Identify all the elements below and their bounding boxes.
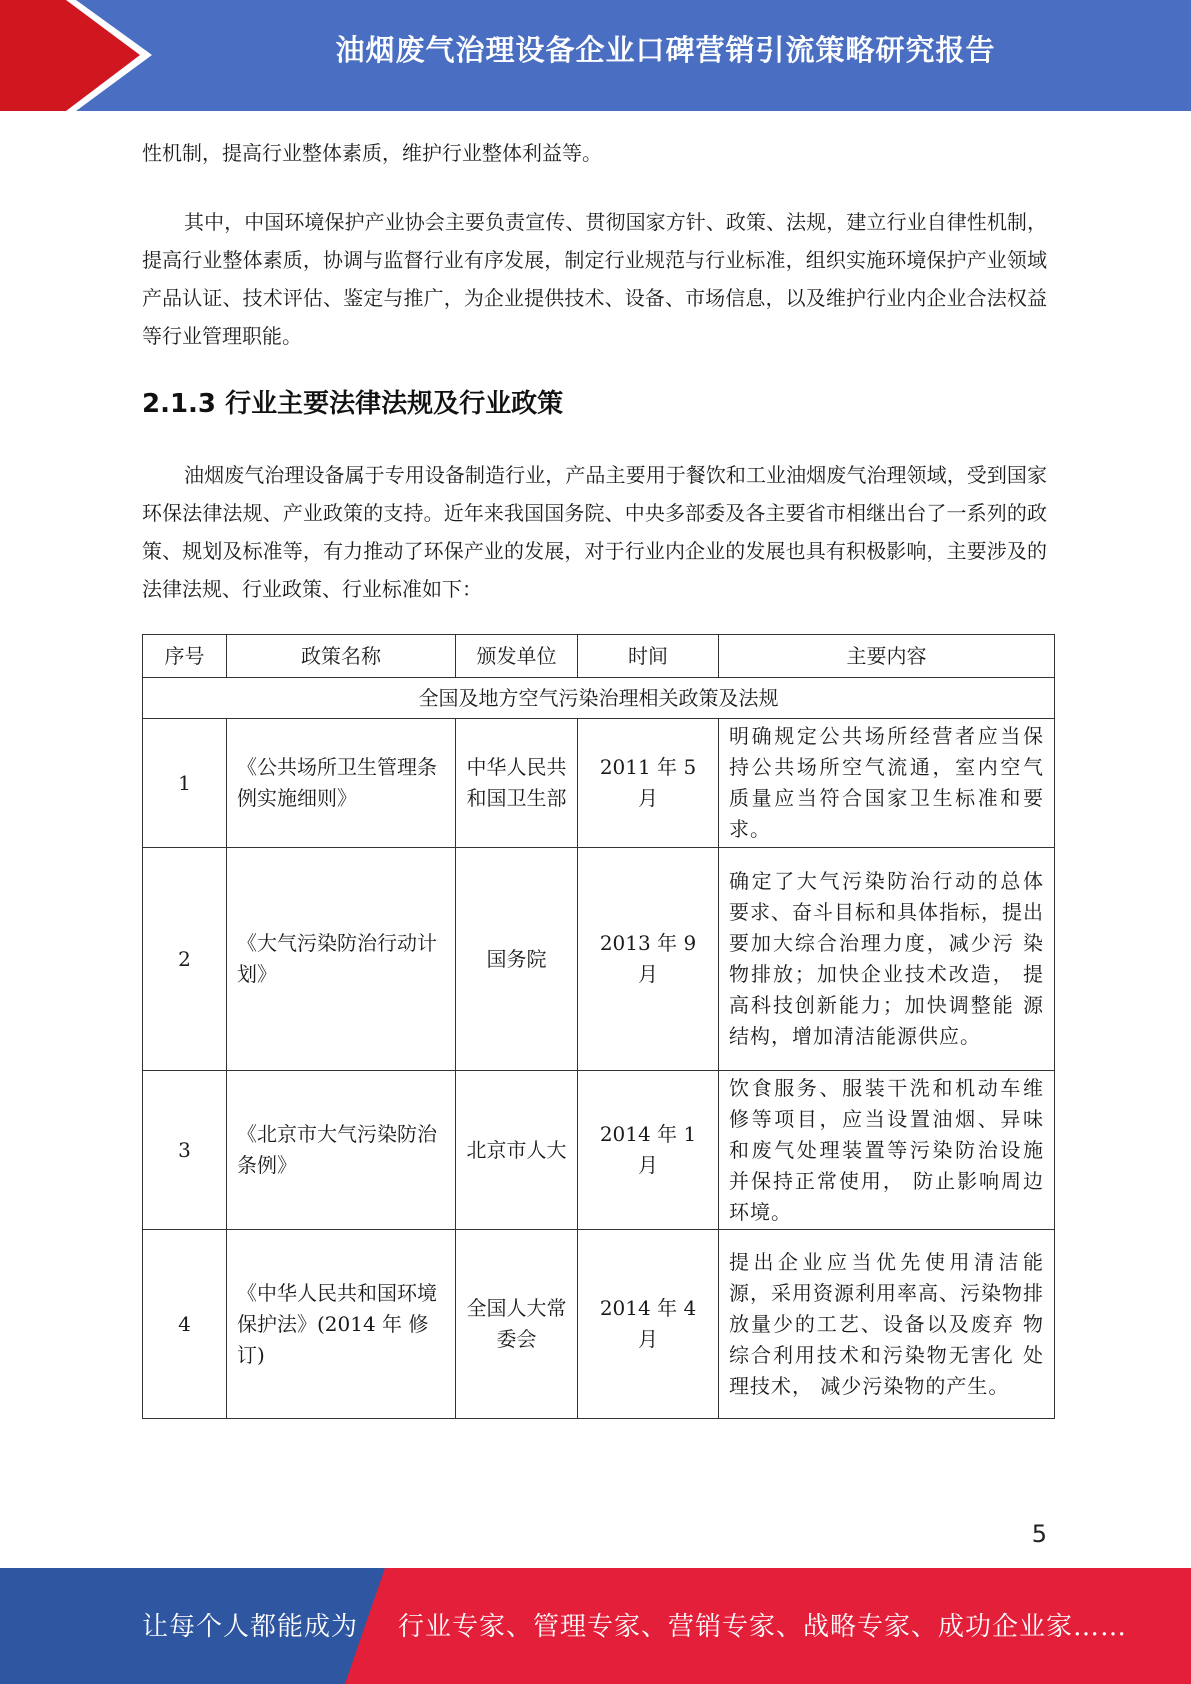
cell-date: 2014 年 4 月 [578, 1230, 719, 1419]
cell-number: 3 [143, 1071, 227, 1230]
paragraph-continuation: 性机制，提高行业整体素质，维护行业整体利益等。 [142, 141, 602, 165]
paragraph-policy-intro: 油烟废气治理设备属于专用设备制造行业，产品主要用于餐饮和工业油烟废气治理领域，受到国家环保法律法规、产业政策的支持。近年来我国国务院、中央多部委及各主要省市相继出台了一系列的政策、规划及标准等，有力推动了环保产业的发展，对于行业内企业的发展也具有积极影响，主要涉及的法律法规、行业政策、行业标准如下： [142, 463, 1047, 601]
cell-policy-name: 《北京市大气污染防治条例》 [227, 1071, 456, 1230]
page-header [0, 0, 1191, 111]
cell-content: 确定了大气污染防治行动的总体 要求、奋斗目标和具体指标，提出要加大综合治理力度，减少污 染物排放；加快企业技术改造， 提高科技创新能力；加快调整能 源结构，增加清洁能源供应。 [719, 848, 1055, 1071]
cell-issuer: 中华人民共和国卫生部 [456, 719, 578, 848]
cell-issuer: 全国人大常委会 [456, 1230, 578, 1419]
cell-content: 饮食服务、服装干洗和机动车维 修等项目，应当设置油烟、异味 和废气处理装置等污染防治设施 并保持正常使用， 防止影响周边 环境。 [719, 1071, 1055, 1230]
report-title: 油烟废气治理设备企业口碑营销引流策略研究报告 [335, 33, 996, 67]
cell-policy-name: 《中华人民共和国环境保护法》(2014 年 修订) [227, 1230, 456, 1419]
header-content: 主要内容 [719, 635, 1055, 678]
footer-slogan-right: 行业专家、管理专家、营销专家、战略专家、成功企业家…… [398, 1612, 1128, 1642]
cell-number: 2 [143, 848, 227, 1071]
cell-date: 2011 年 5 月 [578, 719, 719, 848]
footer-slogan-left: 让每个人都能成为 [142, 1612, 359, 1642]
cell-date: 2014 年 1 月 [578, 1071, 719, 1230]
table-row [143, 719, 1055, 848]
cell-number: 4 [143, 1230, 227, 1419]
cell-issuer: 北京市人大 [456, 1071, 578, 1230]
cell-content: 提出企业应当优先使用清洁能 源，采用资源利用率高、污染物排放量少的工艺、设备以及废弃 物综合利用技术和污染物无害化 处理技术， 减少污染物的产生。 [719, 1230, 1055, 1419]
cell-policy-name: 《公共场所卫生管理条例实施细则》 [227, 719, 456, 848]
cell-content: 明确规定公共场所经营者应当保 持公共场所空气流通，室内空气 质量应当符合国家卫生标准和要 求。 [719, 719, 1055, 848]
cell-issuer: 国务院 [456, 848, 578, 1071]
cell-date: 2013 年 9 月 [578, 848, 719, 1071]
table-row [143, 1230, 1055, 1419]
paragraph-association: 其中，中国环境保护产业协会主要负责宣传、贯彻国家方针、政策、法规，建立行业自律性机制，提高行业整体素质，协调与监督行业有序发展，制定行业规范与行业标准，组织实施环境保护产业领域产品认证、技术评估、鉴定与推广，为企业提供技术、设备、市场信息，以及维护行业内企业合法权益等行业管理职能。 [142, 210, 1047, 348]
header-issuer: 颁发单位 [456, 635, 578, 678]
page-footer [0, 1568, 1191, 1684]
cell-policy-name: 《大气污染防治行动计划》 [227, 848, 456, 1071]
table-group-row [143, 678, 1055, 719]
header-date: 时间 [578, 635, 719, 678]
header-policy-name: 政策名称 [227, 635, 456, 678]
policy-table [142, 634, 1055, 1419]
header-number: 序号 [143, 635, 227, 678]
table-header-row [143, 635, 1055, 678]
page-number: 5 [1031, 1520, 1047, 1548]
table-row [143, 1071, 1055, 1230]
cell-number: 1 [143, 719, 227, 848]
table-row [143, 848, 1055, 1071]
section-heading: 2.1.3 行业主要法律法规及行业政策 [142, 389, 564, 419]
group-title: 全国及地方空气污染治理相关政策及法规 [143, 678, 1055, 719]
header-red-chevron [0, 0, 150, 111]
